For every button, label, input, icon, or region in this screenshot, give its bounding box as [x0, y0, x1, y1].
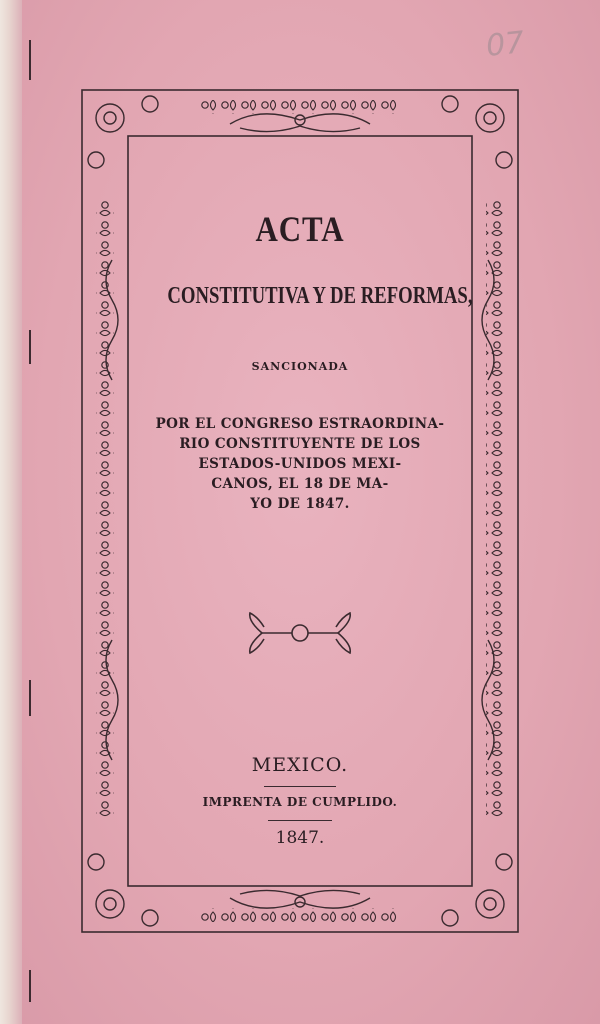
document-title: ACTA	[255, 209, 345, 249]
body-line: CANOS, EL 18 DE MA-	[211, 476, 389, 492]
printer-name: IMPRENTA DE CUMPLIDO.	[202, 795, 398, 809]
body-text	[150, 414, 450, 514]
body-line: RIO CONSTITUYENTE DE LOS	[179, 436, 421, 452]
pencil-annotation: 07	[484, 25, 527, 64]
publication-year: 1847.	[275, 828, 325, 848]
sanctioned-label: SANCIONADA	[251, 360, 349, 373]
body-line: ESTADOS-UNIDOS MEXI-	[198, 456, 402, 472]
divider-rule	[268, 820, 332, 821]
center-flourish	[250, 613, 351, 653]
document-subtitle: CONSTITUTIVA Y DE REFORMAS,	[167, 283, 473, 309]
body-line: POR EL CONGRESO ESTRAORDINA-	[155, 416, 445, 432]
body-line: YO DE 1847.	[250, 496, 350, 512]
city-name: MEXICO.	[251, 754, 349, 776]
divider-rule	[264, 786, 336, 787]
